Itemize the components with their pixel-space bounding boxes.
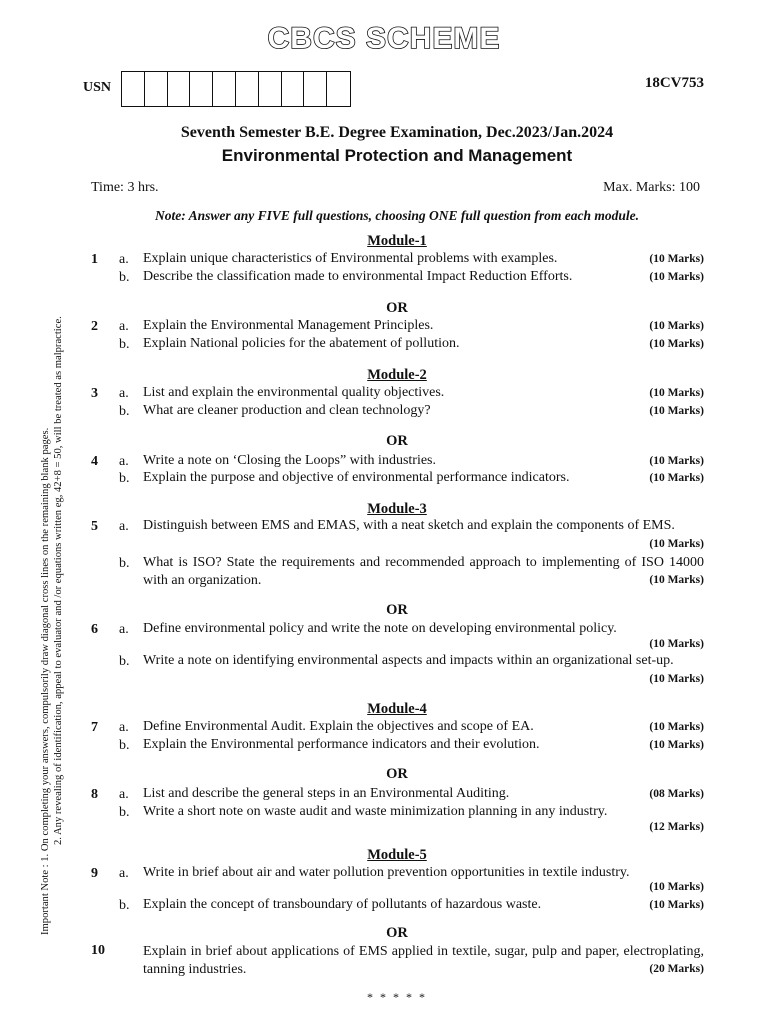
question-text: Distinguish between EMS and EMAS, with a neat sketch and explain the components of EMS. bbox=[143, 518, 675, 533]
usn-box[interactable] bbox=[304, 72, 327, 106]
part-label: b. bbox=[119, 471, 130, 486]
marks-label: (10 Marks) bbox=[649, 253, 704, 265]
question-text: Explain unique characteristics of Environmental problems with examples. bbox=[143, 251, 558, 266]
question-text: Define Environmental Audit. Explain the objectives and scope of EA. bbox=[143, 719, 534, 734]
marks-label: (10 Marks) bbox=[649, 320, 704, 332]
part-label: b. bbox=[119, 270, 130, 285]
or-separator: OR bbox=[386, 602, 408, 618]
marks-label: (10 Marks) bbox=[649, 472, 704, 484]
marks-label: (10 Marks) bbox=[649, 638, 704, 650]
part-label: a. bbox=[119, 787, 129, 802]
marks-label: (10 Marks) bbox=[649, 455, 704, 467]
part-label: a. bbox=[119, 252, 129, 267]
usn-box[interactable] bbox=[213, 72, 236, 106]
question-text: Write in brief about air and water pollution prevention opportunities in textile industry. bbox=[143, 865, 630, 880]
question-text: Define environmental policy and write the note on developing environmental policy. bbox=[143, 621, 617, 636]
question-text: Explain the Environmental Management Principles. bbox=[143, 318, 434, 333]
question-text: List and explain the environmental quality objectives. bbox=[143, 385, 445, 400]
module-heading: Module-3 bbox=[367, 501, 427, 517]
marks-label: (10 Marks) bbox=[649, 574, 704, 586]
question-number: 8 bbox=[91, 787, 98, 802]
marks-label: (10 Marks) bbox=[649, 387, 704, 399]
usn-box[interactable] bbox=[168, 72, 191, 106]
marks-label: (10 Marks) bbox=[649, 899, 704, 911]
usn-box[interactable] bbox=[327, 72, 350, 106]
exam-duration: Time: 3 hrs. bbox=[91, 180, 159, 195]
marks-label: (10 Marks) bbox=[649, 538, 704, 550]
part-label: b. bbox=[119, 337, 130, 352]
part-label: a. bbox=[119, 386, 129, 401]
module-heading: Module-1 bbox=[367, 233, 427, 249]
part-label: b. bbox=[119, 805, 130, 820]
or-separator: OR bbox=[386, 766, 408, 782]
part-label: a. bbox=[119, 319, 129, 334]
subject-title: Environmental Protection and Management bbox=[221, 146, 573, 165]
question-text: Explain the Environmental performance indicators and their evolution. bbox=[143, 737, 540, 752]
or-separator: OR bbox=[386, 925, 408, 941]
marks-label: (10 Marks) bbox=[649, 881, 704, 893]
usn-box[interactable] bbox=[236, 72, 259, 106]
question-number: 9 bbox=[91, 866, 98, 881]
marks-label: (08 Marks) bbox=[649, 788, 704, 800]
question-number: 6 bbox=[91, 622, 98, 637]
question-number: 5 bbox=[91, 519, 98, 534]
max-marks: Max. Marks: 100 bbox=[603, 180, 700, 195]
subject-code: 18CV753 bbox=[644, 75, 704, 91]
part-label: b. bbox=[119, 898, 130, 913]
marks-label: (10 Marks) bbox=[649, 673, 704, 685]
marks-label: (10 Marks) bbox=[649, 338, 704, 350]
module-heading: Module-4 bbox=[367, 701, 427, 717]
part-label: a. bbox=[119, 720, 129, 735]
usn-box[interactable] bbox=[259, 72, 282, 106]
usn-box[interactable] bbox=[122, 72, 145, 106]
important-note-line-1: Important Note : 1. On completing your answers, compulsorily draw diagonal cross lines on the remaining blank pages. bbox=[40, 427, 51, 935]
question-text: Write a short note on waste audit and waste minimization planning in any industry. bbox=[143, 804, 608, 819]
end-marker: * * * * * bbox=[367, 990, 427, 1004]
question-text: Write a note on ‘Closing the Loops” with industries. bbox=[143, 453, 437, 468]
part-label: a. bbox=[119, 622, 129, 637]
question-text: Describe the classification made to environmental Impact Reduction Efforts. bbox=[143, 269, 573, 284]
important-note-line-2: 2. Any revealing of identification, appeal to evaluator and /or equations written eg, 42+8 = 50, will be treated as malpractice. bbox=[53, 316, 64, 845]
question-text: What are cleaner production and clean technology? bbox=[143, 403, 431, 418]
question-number: 7 bbox=[91, 720, 98, 735]
part-label: b. bbox=[119, 404, 130, 419]
marks-label: (12 Marks) bbox=[649, 821, 704, 833]
usn-entry-boxes[interactable] bbox=[121, 71, 351, 107]
important-note bbox=[39, 230, 65, 935]
question-text: Explain National policies for the abatement of pollution. bbox=[143, 336, 460, 351]
marks-label: (20 Marks) bbox=[649, 963, 704, 975]
marks-label: (10 Marks) bbox=[649, 721, 704, 733]
question-number: 10 bbox=[91, 943, 105, 958]
marks-label: (10 Marks) bbox=[649, 405, 704, 417]
marks-label: (10 Marks) bbox=[649, 271, 704, 283]
usn-box[interactable] bbox=[190, 72, 213, 106]
instructions-note: Note: Answer any FIVE full questions, choosing ONE full question from each module. bbox=[154, 208, 640, 223]
part-label: b. bbox=[119, 556, 130, 571]
usn-box[interactable] bbox=[145, 72, 168, 106]
part-label: a. bbox=[119, 454, 129, 469]
question-text: List and describe the general steps in an Environmental Auditing. bbox=[143, 786, 510, 801]
part-label: a. bbox=[119, 866, 129, 881]
question-number: 4 bbox=[91, 454, 98, 469]
question-text: Explain the purpose and objective of environmental performance indicators. bbox=[143, 470, 570, 485]
marks-label: (10 Marks) bbox=[649, 739, 704, 751]
usn-label: USN bbox=[83, 80, 112, 95]
module-heading: Module-2 bbox=[367, 367, 427, 383]
question-number: 1 bbox=[91, 252, 98, 267]
question-text: Explain the concept of transboundary of pollutants of hazardous waste. bbox=[143, 897, 542, 912]
part-label: a. bbox=[119, 519, 129, 534]
question-number: 2 bbox=[91, 319, 98, 334]
part-label: b. bbox=[119, 654, 130, 669]
question-text: Write a note on identifying environmental aspects and impacts within an organizational set-up. bbox=[143, 653, 674, 668]
exam-title: Seventh Semester B.E. Degree Examination, Dec.2023/Jan.2024 bbox=[180, 124, 614, 141]
scheme-banner: CBCS SCHEME bbox=[267, 22, 501, 55]
question-number: 3 bbox=[91, 386, 98, 401]
or-separator: OR bbox=[386, 433, 408, 449]
module-heading: Module-5 bbox=[367, 847, 427, 863]
part-label: b. bbox=[119, 738, 130, 753]
question-text: What is ISO? State the requirements and recommended approach to implementing of ISO 14000 with an organization. bbox=[143, 555, 704, 588]
question-text: Explain in brief about applications of EMS applied in textile, sugar, pulp and paper, electroplating, tanning industries. bbox=[143, 944, 704, 977]
or-separator: OR bbox=[386, 300, 408, 316]
usn-box[interactable] bbox=[282, 72, 305, 106]
